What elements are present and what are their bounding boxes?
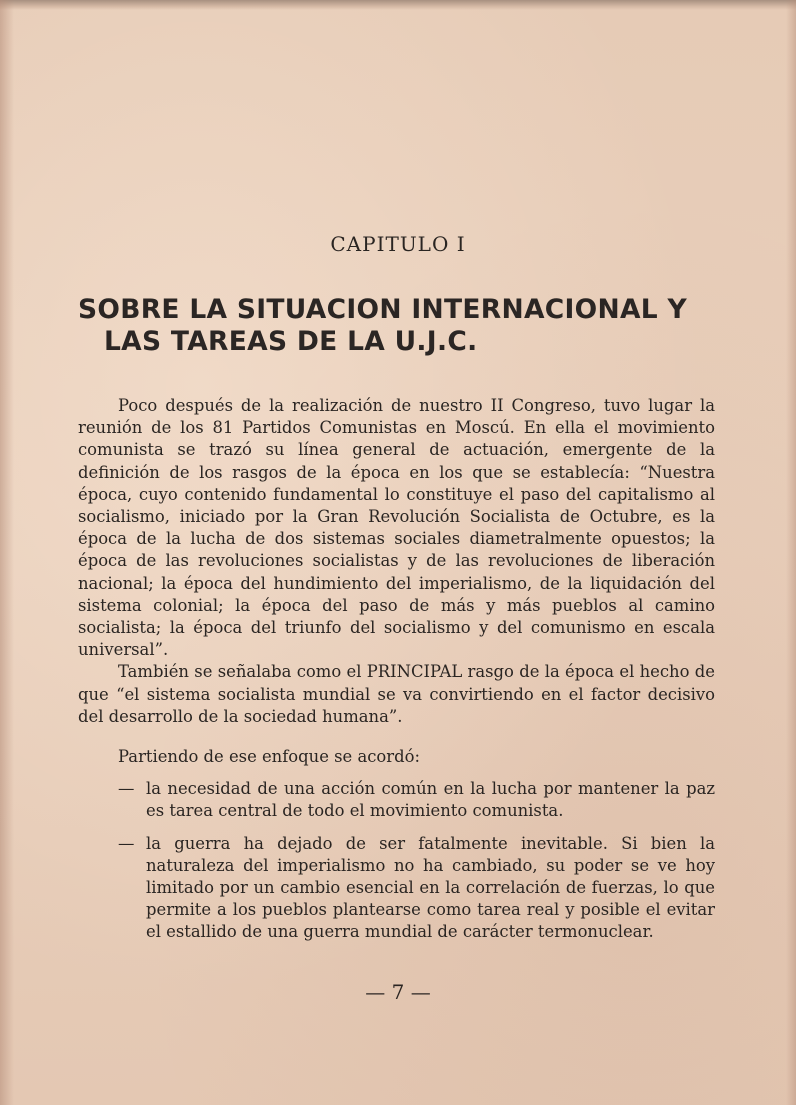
page-right-edge xyxy=(786,0,796,1105)
list-item-dash: — xyxy=(118,779,135,799)
chapter-title-line-2: LAS TAREAS DE LA U.J.C. xyxy=(104,326,478,357)
list-item-dash: — xyxy=(118,833,135,853)
body-text xyxy=(78,395,715,944)
list-item xyxy=(78,833,715,944)
list-intro: Partiendo de ese enfoque se acordó: xyxy=(118,747,420,767)
page-number: — 7 — xyxy=(365,980,431,1004)
page-left-edge xyxy=(0,0,14,1105)
paragraph: Poco después de la realización de nuestro II Congreso, tuvo lugar la reunión de los 81 Partidos Comunistas en Moscú. En ella el movimiento comunista se trazó su línea general de actuación, emergente de la definición de los rasgos de la época en los que se establecía: “Nuestra época, cuyo contenido fundamental lo constituye el paso del capitalismo al socialismo, iniciado por la Gran Revolución Socialista de Octubre, es la época de la lucha de dos sistemas sociales diametralmente opuestos; la época de las revoluciones socialistas y de las revoluciones de liberación nacional; la época del hundimiento del imperialismo, de la liquidación del sistema colonial; la época del paso de más y más pueblos al camino socialista; la época del triunfo del socialismo y del comunismo en escala universal”. xyxy=(78,396,715,660)
list-item-text: la guerra ha dejado de ser fatalmente inevitable. Si bien la naturaleza del imperialismo no ha cambiado, su poder se ve hoy limitado por un cambio esencial en la correlación de fuerzas, lo que permite a los pueblos plantearse como tarea real y posible el evitar el estallido de una guerra mundial de carácter termonuclear. xyxy=(146,833,715,942)
chapter-heading: CAPITULO I xyxy=(330,232,466,256)
page-top-edge xyxy=(0,0,796,10)
paragraph-spacer xyxy=(78,728,715,746)
list-item-text: la necesidad de una acción común en la lucha por mantener la paz es tarea central de todo el movimiento comunista. xyxy=(146,779,715,821)
paragraph: También se señalaba como el PRINCIPAL rasgo de la época el hecho de que “el sistema socialista mundial se va convirtiendo en el factor decisivo del desarrollo de la sociedad humana”. xyxy=(78,662,715,726)
list-item xyxy=(78,778,715,822)
chapter-title-line-1: SOBRE LA SITUACION INTERNACIONAL Y xyxy=(78,294,687,325)
chapter-title xyxy=(78,294,738,358)
